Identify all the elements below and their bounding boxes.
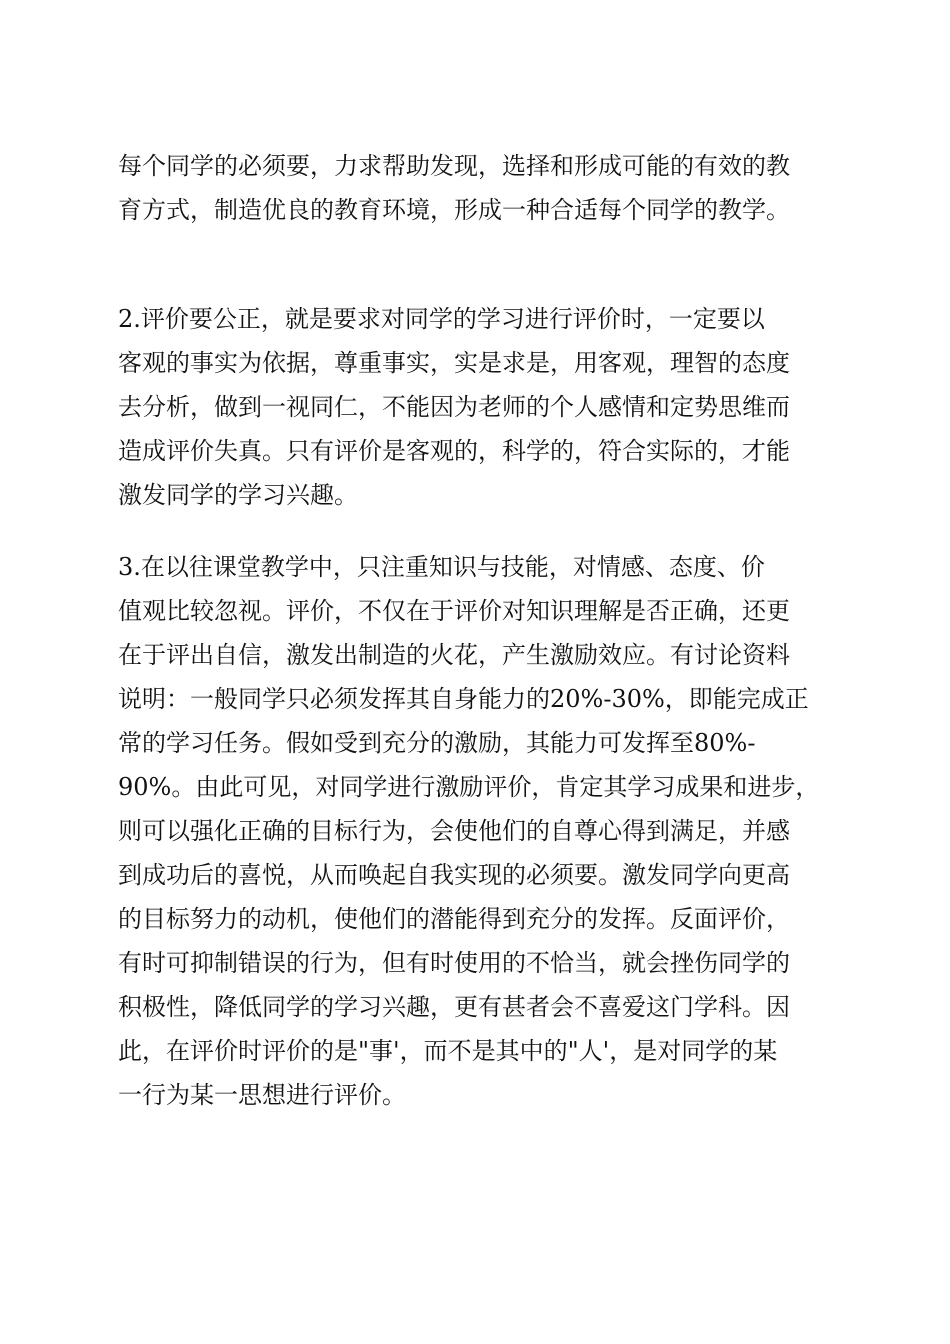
text-line: 到成功后的喜悦，从而唤起自我实现的必须要。激发同学向更高 <box>118 861 790 889</box>
text-line: 积极性，降低同学的学习兴趣，更有甚者会不喜爱这门学科。因 <box>118 993 790 1021</box>
paragraph-3 <box>118 545 838 1117</box>
paragraph-2 <box>118 297 838 517</box>
text-line: 造成评价失真。只有评价是客观的，科学的，符合实际的，才能 <box>118 437 790 465</box>
text-line: 则可以强化正确的目标行为，会使他们的自尊心得到满足，并感 <box>118 817 790 845</box>
text-line: 此，在评价时评价的是"事'，而不是其中的"人'，是对同学的某 <box>118 1037 778 1065</box>
text-line: 说明：一般同学只必须发挥其自身能力的20%-30%，即能完成正 <box>118 685 809 713</box>
text-line: 在于评出自信，激发出制造的火花，产生激励效应。有讨论资料 <box>118 641 790 669</box>
text-line: 每个同学的必须要，力求帮助发现，选择和形成可能的有效的教 <box>118 152 790 180</box>
text-line: 3.在以往课堂教学中，只注重知识与技能，对情感、态度、价 <box>118 553 765 581</box>
text-line: 育方式，制造优良的教育环境，形成一种合适每个同学的教学。 <box>118 196 790 224</box>
text-line: 有时可抑制错误的行为，但有时使用的不恰当，就会挫伤同学的 <box>118 949 790 977</box>
text-line: 客观的事实为依据，尊重事实，实是求是，用客观，理智的态度 <box>118 349 790 377</box>
text-line: 去分析，做到一视同仁，不能因为老师的个人感情和定势思维而 <box>118 393 790 421</box>
text-line: 2.评价要公正，就是要求对同学的学习进行评价时，一定要以 <box>118 305 765 333</box>
text-line: 激发同学的学习兴趣。 <box>118 481 358 509</box>
text-line: 的目标努力的动机，使他们的潜能得到充分的发挥。反面评价， <box>118 905 790 933</box>
text-line: 常的学习任务。假如受到充分的激励，其能力可发挥至80%- <box>118 729 756 757</box>
text-line: 一行为某一思想进行评价。 <box>118 1081 406 1109</box>
text-line: 90%。由此可见，对同学进行激励评价，肯定其学习成果和进步， <box>118 773 820 801</box>
paragraph-1 <box>118 144 838 232</box>
text-line: 值观比较忽视。评价，不仅在于评价对知识理解是否正确，还更 <box>118 597 790 625</box>
